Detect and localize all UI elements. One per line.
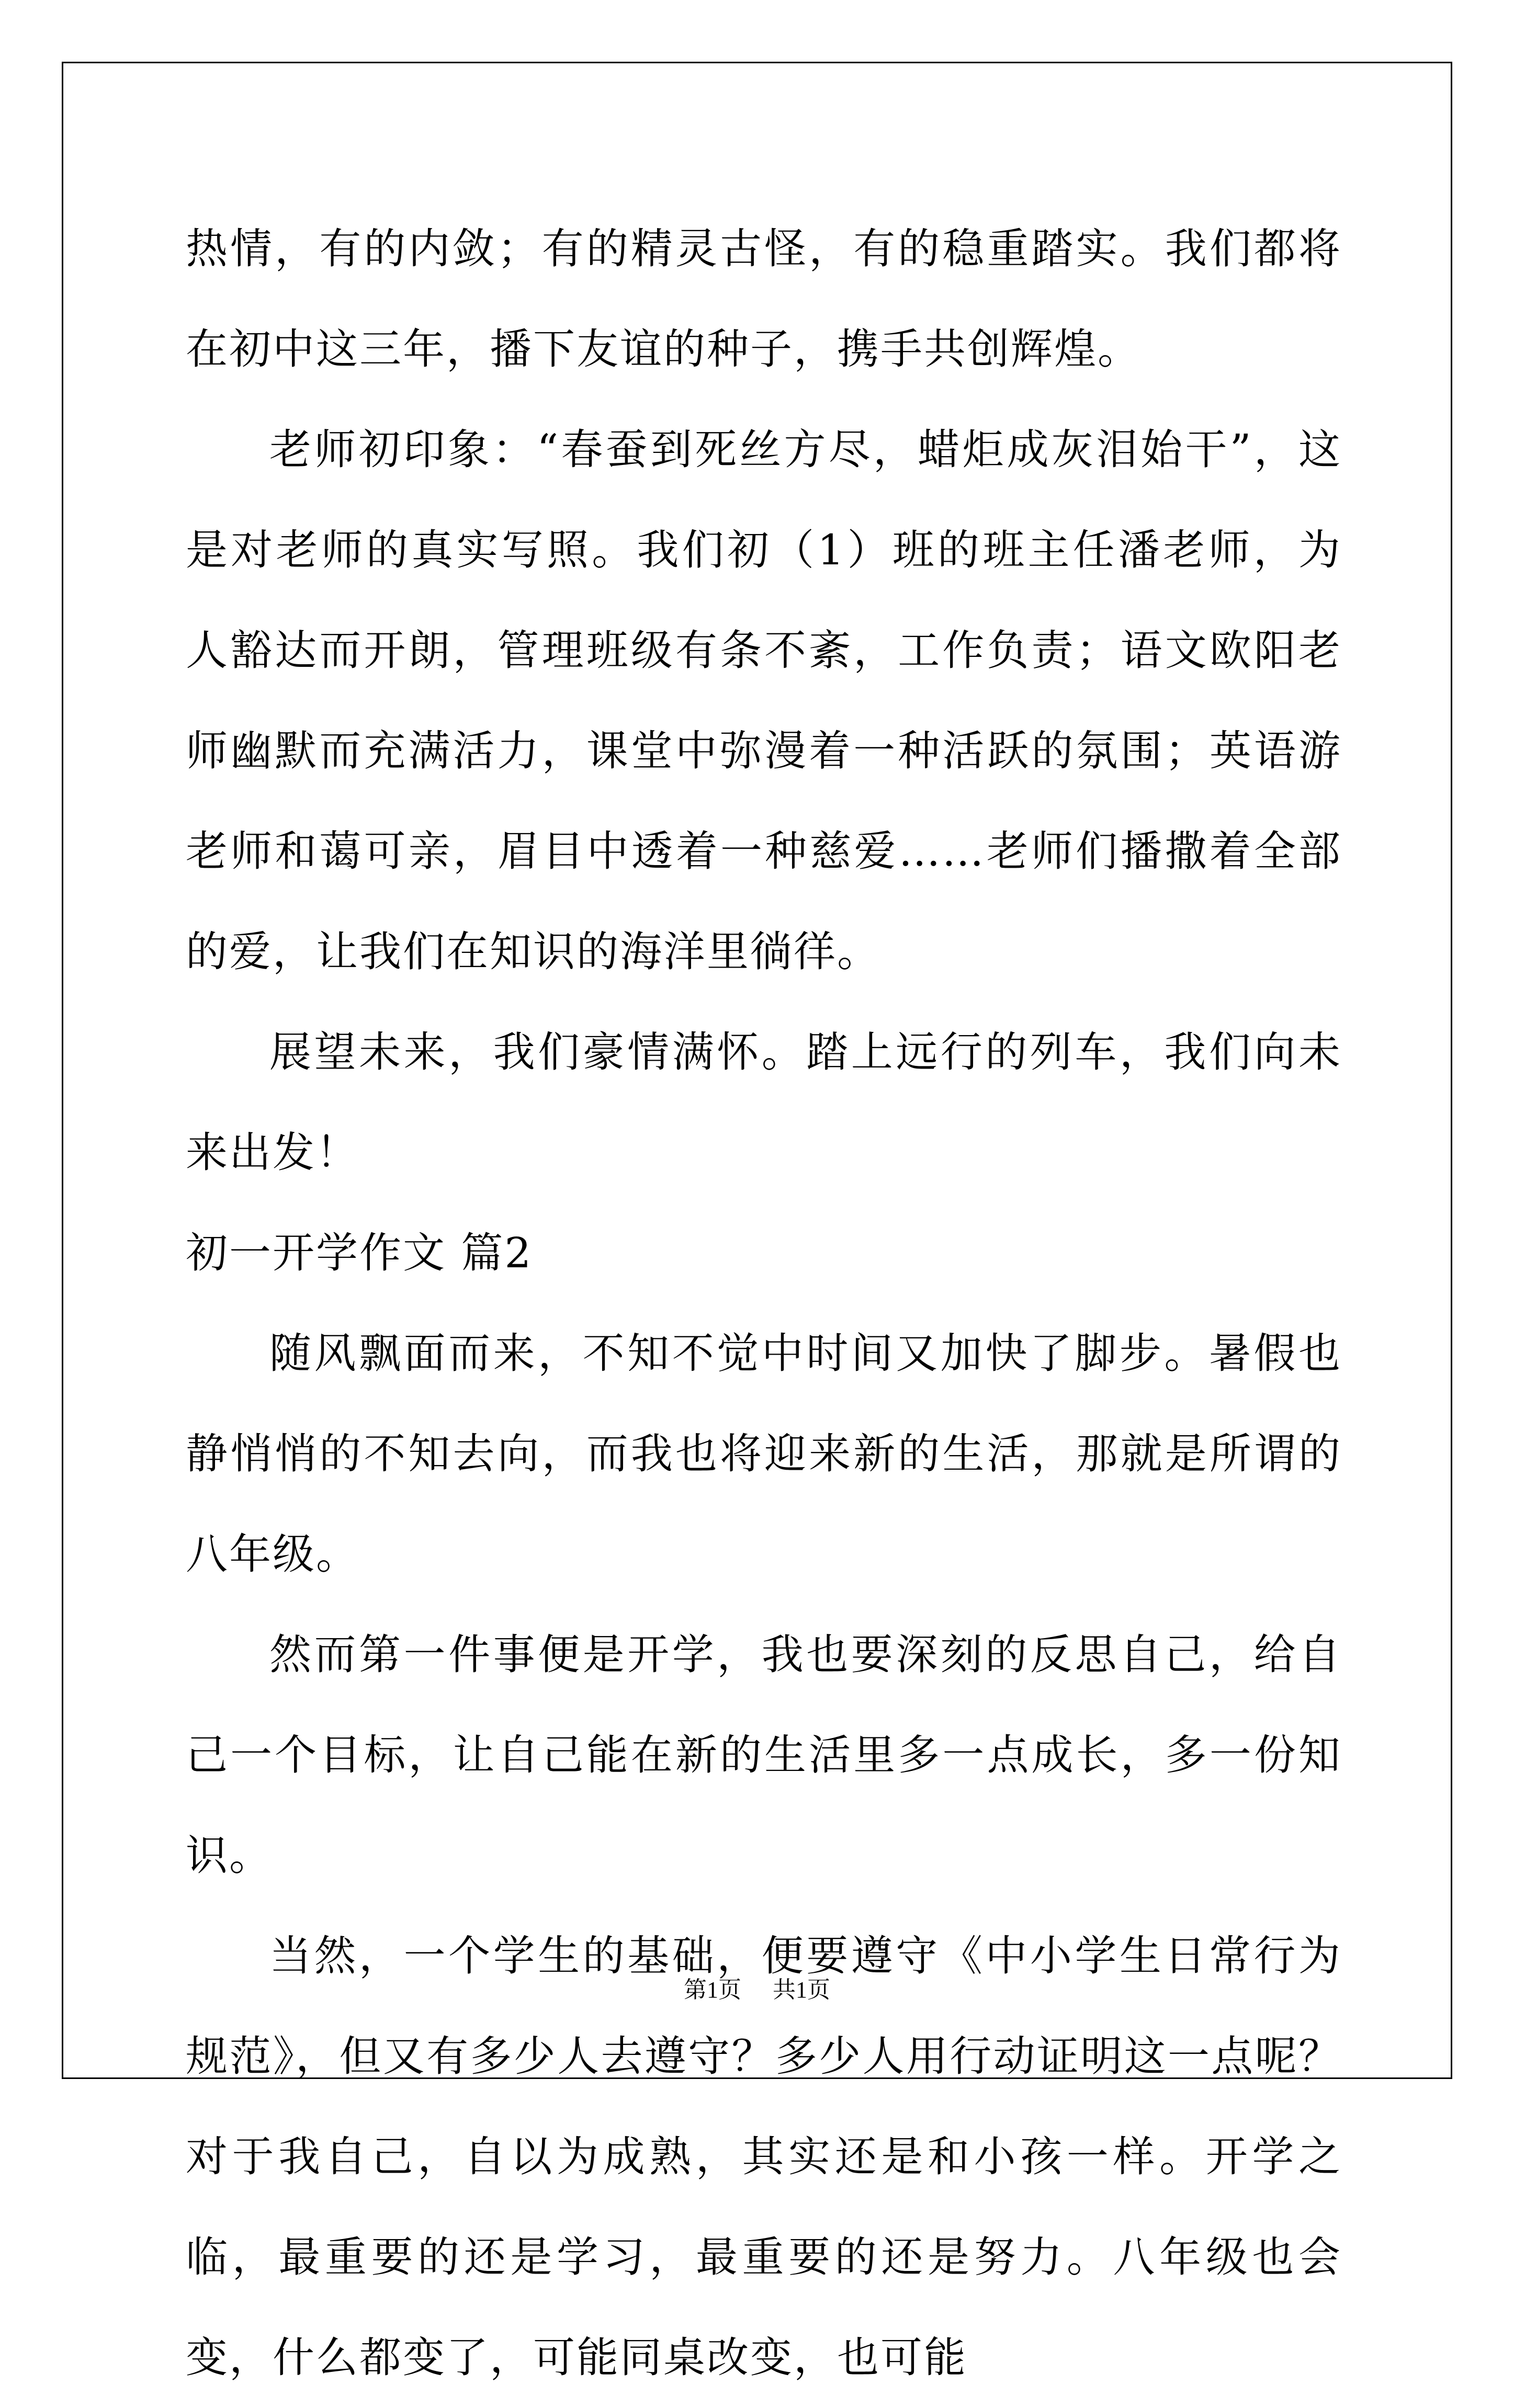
page-total: 共1页 [773, 1977, 830, 2003]
paragraph: 展望未来，我们豪情满怀。踏上远行的列车，我们向未来出发！ [186, 1028, 1342, 1177]
paragraph: 热情，有的内敛；有的精灵古怪，有的稳重踏实。我们都将在初中这三年，播下友谊的种子，携手共创辉煌。 [186, 224, 1342, 373]
document-body [186, 199, 1342, 2408]
paragraph: 然而第一件事便是开学，我也要深刻的反思自己，给自己一个目标，让自己能在新的生活里多一点成长，多一份知识。 [186, 1630, 1342, 1880]
page-footer [0, 1974, 1514, 2006]
page-number: 第1页 [684, 1977, 741, 2003]
paragraph: 老师初印象：“春蚕到死丝方尽，蜡炬成灰泪始干”，这是对老师的真实写照。我们初（1）班的班主任潘老师，为人豁达而开朗，管理班级有条不紊，工作负责；语文欧阳老师幽默而充满活力，课堂中弥漫着一种活跃的氛围；英语游老师和蔼可亲，眉目中透着一种慈爱……老师们播撒着全部的爱，让我们在知识的海洋里徜徉。 [186, 425, 1342, 976]
section-heading: 初一开学作文 篇2 [186, 1229, 533, 1277]
paragraph: 当然，一个学生的基础，便要遵守《中小学生日常行为规范》，但又有多少人去遵守？多少人用行动证明这一点呢？对于我自己，自以为成熟，其实还是和小孩一样。开学之临，最重要的还是学习，最重要的还是努力。八年级也会变，什么都变了，可能同桌改变，也可能 [186, 1932, 1342, 2382]
paragraph: 随风飘面而来，不知不觉中时间又加快了脚步。暑假也静悄悄的不知去向，而我也将迎来新的生活，那就是所谓的八年级。 [186, 1329, 1342, 1578]
